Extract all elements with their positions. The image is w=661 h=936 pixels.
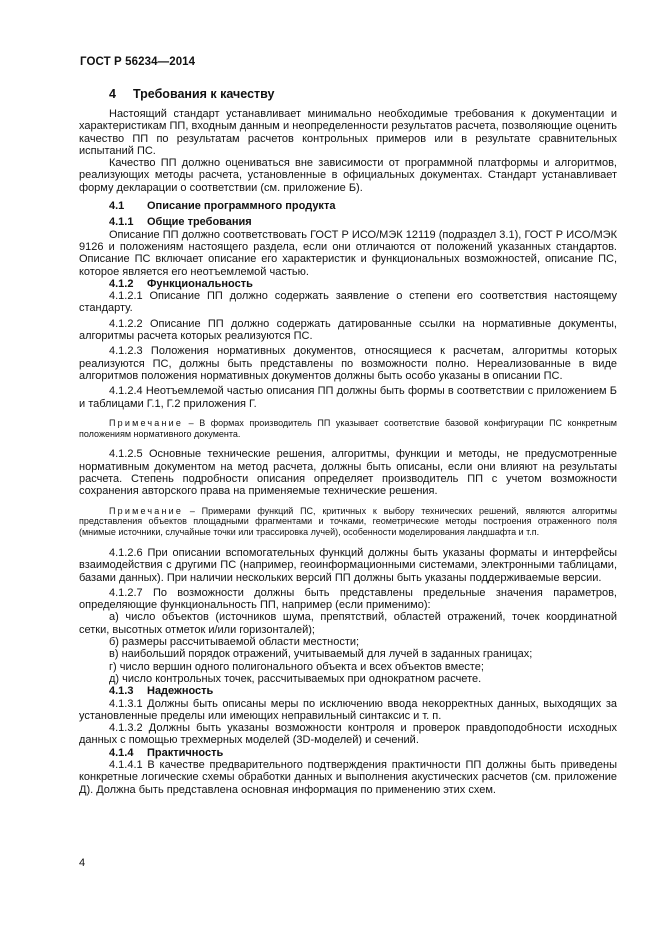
clause-heading-4-1-3 <box>79 685 617 697</box>
clause-heading-4-1-2 <box>79 278 617 290</box>
document-header: ГОСТ Р 56234—2014 <box>80 56 196 68</box>
clause-title: Общие требования <box>147 216 252 229</box>
note-text: – В формах производитель ПП указывает соответствие базовой конфигурации ПС конкретным положениям нормативного документа. <box>79 417 617 439</box>
clause-paragraph: 4.1.2.6 При описании вспомогательных функций должны быть указаны форматы и интерфейсы взаимодействия с другими ПС (например, геоинформационными системами, электронными таблицами, базами данных). При наличии нескольких версий ПП должны быть указаны поддерживаемые версии. <box>79 547 617 584</box>
clause-number: 4.1.3 <box>109 685 134 698</box>
clause-paragraph: Описание ПП должно соответствовать ГОСТ Р ИСО/МЭК 12119 (подраздел 3.1), ГОСТ Р ИСО/МЭК 9126 и положениям настоящего раздела, если они отличаются от положений указанных стандартов. Описание ПС включает описание его характеристик и функциональных возможностей, описание ПС, которое является его неотъемлемой частью. <box>79 228 617 278</box>
clause-number: 4.1.1 <box>109 216 134 229</box>
note-label: Примечание <box>109 417 184 428</box>
note <box>79 418 617 440</box>
clause-paragraph: 4.1.3.2 Должны быть указаны возможности контроля и проверок правдоподобности исходных данных с помощью трехмерных моделей (3D-моделей) и сечений. <box>79 722 617 747</box>
clause-number: 4.1.2 <box>109 277 134 290</box>
intro-paragraph: Качество ПП должно оцениваться вне зависимости от программной платформы и алгоритмов, реализующих методы расчета, установленные в официальных документах. Стандарт устанавливает форму декларации о соответствии (см. приложение Б). <box>79 157 617 194</box>
clause-heading-4-1-4 <box>79 747 617 759</box>
clause-paragraph: 4.1.2.2 Описание ПП должно содержать датированные ссылки на нормативные документы, алгоритмы расчета которых реализуются ПС. <box>79 317 617 343</box>
list-item: г) число вершин одного полигонального объекта и всех объектов вместе; <box>109 660 484 673</box>
subsection-heading-4-1 <box>79 200 617 212</box>
clause-paragraph: 4.1.2.3 Положения нормативных документов, относящиеся к расчетам, алгоритмы которых реализуются ПС, должны быть представлены по возможности полно. Нереализованные в виде алгоритмов положения нормативных документов должны быть особо указаны в описании ПС. <box>79 345 617 382</box>
clause-paragraph: 4.1.2.7 По возможности должны быть представлены предельные значения параметров, определяющие функциональность ПП, например (если применимо): <box>79 586 617 612</box>
page-number: 4 <box>79 857 86 869</box>
subsection-number: 4.1 <box>109 200 125 213</box>
clause-paragraph: 4.1.4.1 В качестве предварительного подтверждения практичности ПП должны быть приведены конкретные логические схемы обработки данных и выполнения акустических расчетов (см. приложение Д). Должна быть представлена основная информация по применению этих схем. <box>79 759 617 796</box>
section-title: Требования к качеству <box>133 87 275 101</box>
document-body <box>79 86 617 796</box>
clause-paragraph: 4.1.2.4 Неотъемлемой частью описания ПП должны быть формы в соответствии с приложением Б и таблицами Г.1, Г.2 приложения Г. <box>79 385 617 410</box>
clause-number: 4.1.4 <box>109 746 134 759</box>
list-item: а) число объектов (источников шума, препятствий, областей отражений, точек координатной сетки, высотных отметок и/или горизонталей); <box>79 611 617 636</box>
clause-paragraph: 4.1.2.5 Основные технические решения, алгоритмы, функции и методы, не предусмотренные нормативным документом на метод расчета, должны быть описаны, если они влияют на результаты расчета. Степень подробности описания определяет производитель ПП с учетом возможности сохранения авторского права на применяемые технические решения. <box>79 448 617 498</box>
section-number: 4 <box>109 87 116 101</box>
list-item: б) размеры рассчитываемой области местности; <box>109 636 360 649</box>
list-item: в) наибольший порядок отражений, учитываемый для лучей в заданных границах; <box>109 648 533 661</box>
note <box>79 506 617 538</box>
note-label: Примечание <box>109 505 184 516</box>
clause-title: Надежность <box>147 685 214 698</box>
clause-paragraph: 4.1.2.1 Описание ПП должно содержать заявление о степени его соответствия настоящему стандарту. <box>79 290 617 315</box>
clause-heading-4-1-1 <box>79 216 617 228</box>
intro-paragraph: Настоящий стандарт устанавливает минимально необходимые требования к документации и характеристикам ПП, входным данным и неопределенности результатов расчета, позволяющие оценить качество ПП по результатам расчетов контрольных примеров или в результате сравнительных испытаний ПС. <box>79 108 617 157</box>
clause-paragraph: 4.1.3.1 Должны быть описаны меры по исключению ввода некорректных данных, выходящих за установленные пределы или имеющих неправильный синтаксис и т. п. <box>79 697 617 722</box>
note-text: – Примерами функций ПС, критичных к выбору технических решений, являются алгоритмы представления объектов площадными фрагментами и точками, геометрические методы построения отраженного поля (мнимые источники, случайные точки или трассировка лучей), особенности моделирования ландшафта и т.п. <box>79 505 617 538</box>
subsection-title: Описание программного продукта <box>147 200 336 213</box>
section-heading <box>79 86 617 102</box>
parameter-list <box>79 611 617 685</box>
clause-title: Функциональность <box>147 277 253 290</box>
clause-title: Практичность <box>147 746 224 759</box>
list-item: д) число контрольных точек, рассчитываемых при однократном расчете. <box>109 672 482 685</box>
